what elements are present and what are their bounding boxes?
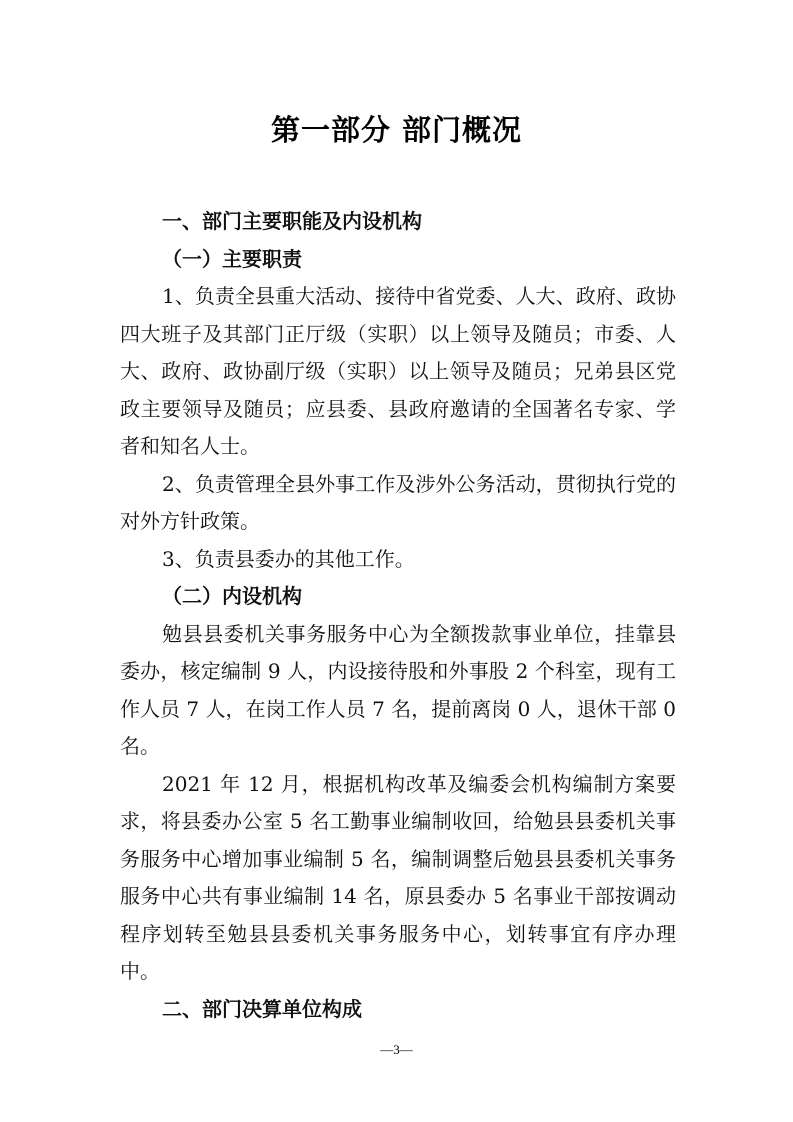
- subsection-heading-internal-structure: （二）内设机构: [162, 584, 302, 608]
- page-number: —3—: [380, 1042, 413, 1057]
- subsection-heading-duties: （一）主要职责: [162, 246, 302, 271]
- paragraph: 2021 年 12 月，根据机构改革及编委会机构编制方案要求，将县委办公室 5 名工勤事业编制收回，给勉县县委机关事务服务中心增加事业编制 5 名，编制调整后勉县县委机关事务服务中心共有事业编制 14 名，原县委办 5 名事业干部按调动程序划转至勉县县委机关事务服务中心，划转事宜有序办理中。: [120, 771, 676, 983]
- paragraph: 1、负责全县重大活动、接待中省党委、人大、政府、政协四大班子及其部门正厅级（实职）以上领导及随员；市委、人大、政府、政协副厅级（实职）以上领导及随员；兄弟县区党政主要领导及随员；应县委、县政府邀请的全国著名专家、学者和知名人士。: [120, 284, 676, 458]
- paragraph: 2、负责管理全县外事工作及涉外公务活动，贯彻执行党的对外方针政策。: [120, 471, 676, 533]
- paragraph: 勉县县委机关事务服务中心为全额拨款事业单位，挂靠县委办，核定编制 9 人，内设接待股和外事股 2 个科室，现有工作人员 7 人，在岗工作人员 7 名，提前离岗 0 人，退休干部 0 名。: [120, 621, 676, 758]
- section-heading-2: 二、部门决算单位构成: [162, 996, 362, 1021]
- paragraph: 3、负责县委办的其他工作。: [162, 546, 415, 571]
- document-body: [120, 203, 676, 1028]
- page-title: 第一部分 部门概况: [270, 113, 523, 147]
- section-heading-1: 一、部门主要职能及内设机构: [162, 209, 422, 233]
